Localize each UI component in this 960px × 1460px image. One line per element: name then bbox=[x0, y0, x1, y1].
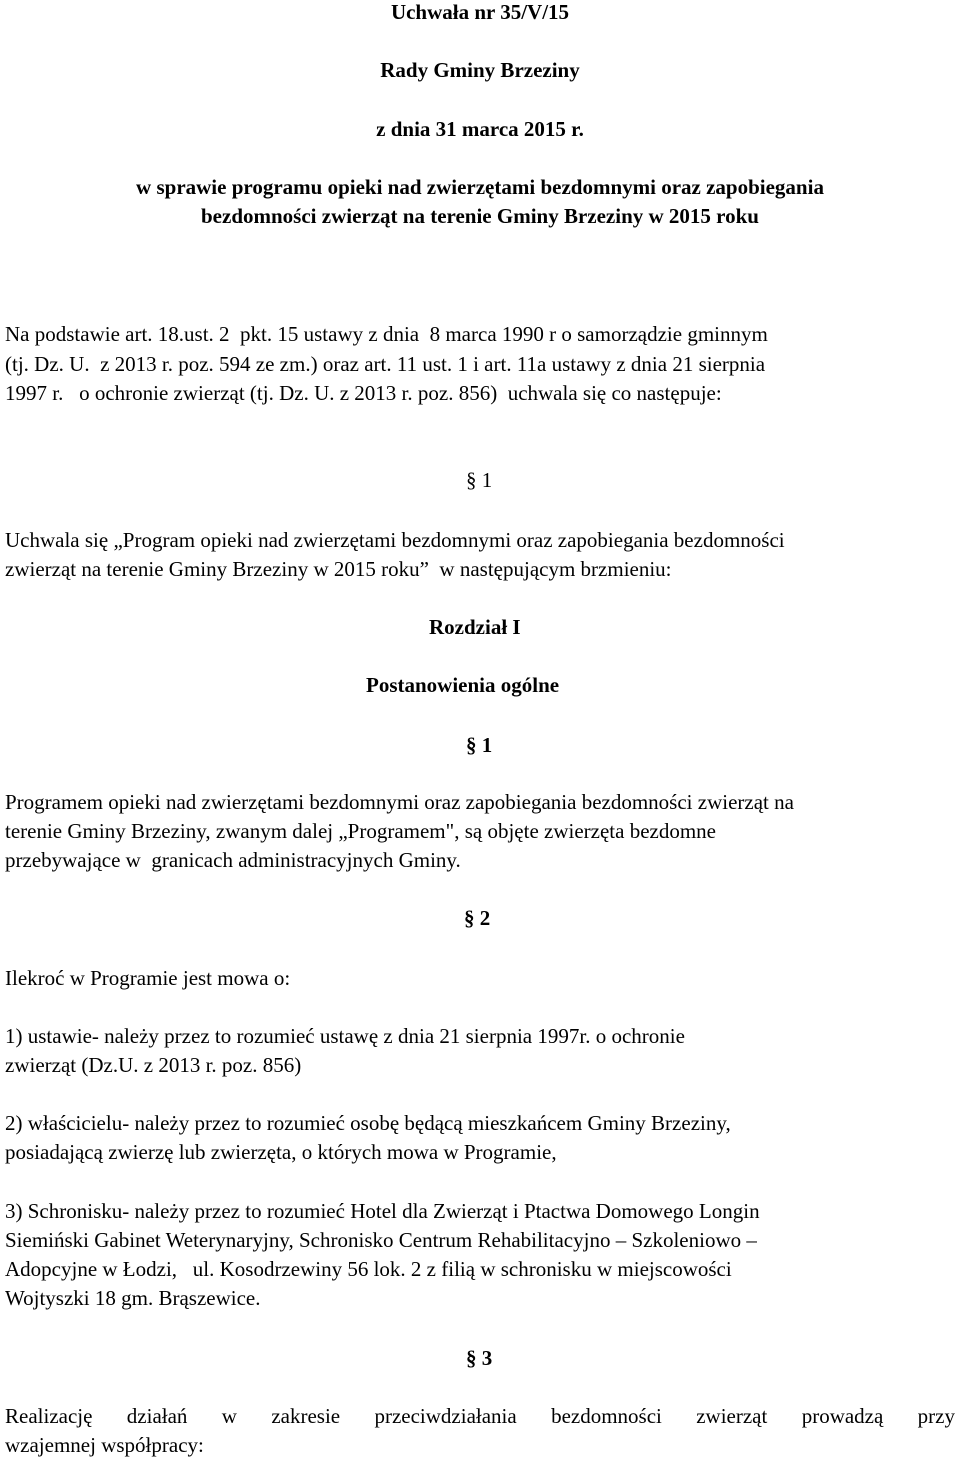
council-name: Rady Gminy Brzeziny bbox=[380, 58, 580, 82]
paragraph-3-line-1: Realizację działań w zakresie przeciwdziałania bezdomności zwierząt prowadzą przy bbox=[5, 1404, 955, 1428]
subject-line-1: w sprawie programu opieki nad zwierzętami bezdomnymi oraz zapobiegania bbox=[136, 175, 824, 199]
definition-2-line-1: 2) właścicielu- należy przez to rozumieć osobę będącą mieszkańcem Gminy Brzeziny, bbox=[5, 1111, 731, 1135]
paragraph-1-line-2: terenie Gminy Brzeziny, zwanym dalej „Programem", są objęte zwierzęta bezdomne bbox=[5, 819, 716, 843]
resolution-title: Uchwała nr 35/V/15 bbox=[390, 0, 570, 24]
preamble-line-1: Na podstawie art. 18.ust. 2 pkt. 15 ustawy z dnia 8 marca 1990 r o samorządzie gminnym bbox=[5, 322, 768, 346]
definition-3-line-4: Wojtyszki 18 gm. Brąszewice. bbox=[5, 1286, 261, 1310]
definition-3-line-2: Siemiński Gabinet Weterynaryjny, Schronisko Centrum Rehabilitacyjno – Szkoleniowo – bbox=[5, 1228, 757, 1252]
chapter-heading: Rozdział I bbox=[429, 615, 521, 639]
subject-line-2: bezdomności zwierząt na terenie Gminy Brzeziny w 2015 roku bbox=[201, 204, 759, 228]
definition-3-line-3: Adopcyjne w Łodzi, ul. Kosodrzewiny 56 lok. 2 z filią w schronisku w miejscowości bbox=[5, 1257, 732, 1281]
preamble-line-3: 1997 r. o ochronie zwierząt (tj. Dz. U. z 2013 r. poz. 856) uchwala się co następuje: bbox=[5, 381, 722, 405]
paragraph-2-intro: Ilekroć w Programie jest mowa o: bbox=[5, 966, 291, 990]
definition-1-line-2: zwierząt (Dz.U. z 2013 r. poz. 856) bbox=[5, 1053, 302, 1077]
paragraph-mark-2: § 2 bbox=[464, 906, 491, 930]
section-mark-1: § 1 bbox=[466, 468, 493, 492]
chapter-title: Postanowienia ogólne bbox=[366, 673, 560, 697]
paragraph-3-line-2: wzajemnej współpracy: bbox=[5, 1433, 204, 1457]
resolution-date: z dnia 31 marca 2015 r. bbox=[376, 117, 584, 141]
definition-3-line-1: 3) Schronisku- należy przez to rozumieć Hotel dla Zwierząt i Ptactwa Domowego Longin bbox=[5, 1199, 760, 1223]
paragraph-1-line-3: przebywające w granicach administracyjnych Gminy. bbox=[5, 848, 461, 872]
adopt-line-1: Uchwala się „Program opieki nad zwierzętami bezdomnymi oraz zapobiegania bezdomności bbox=[5, 528, 785, 552]
paragraph-mark-3: § 3 bbox=[466, 1346, 493, 1370]
paragraph-1-line-1: Programem opieki nad zwierzętami bezdomnymi oraz zapobiegania bezdomności zwierząt na bbox=[5, 790, 794, 814]
paragraph-mark-1: § 1 bbox=[466, 733, 493, 757]
definition-1-line-1: 1) ustawie- należy przez to rozumieć ustawę z dnia 21 sierpnia 1997r. o ochronie bbox=[5, 1024, 685, 1048]
preamble-line-2: (tj. Dz. U. z 2013 r. poz. 594 ze zm.) oraz art. 11 ust. 1 i art. 11a ustawy z dnia 21 sierpnia bbox=[5, 352, 766, 376]
adopt-line-2: zwierząt na terenie Gminy Brzeziny w 2015 roku” w następującym brzmieniu: bbox=[5, 557, 672, 581]
definition-2-line-2: posiadającą zwierzę lub zwierzęta, o których mowa w Programie, bbox=[5, 1140, 557, 1164]
